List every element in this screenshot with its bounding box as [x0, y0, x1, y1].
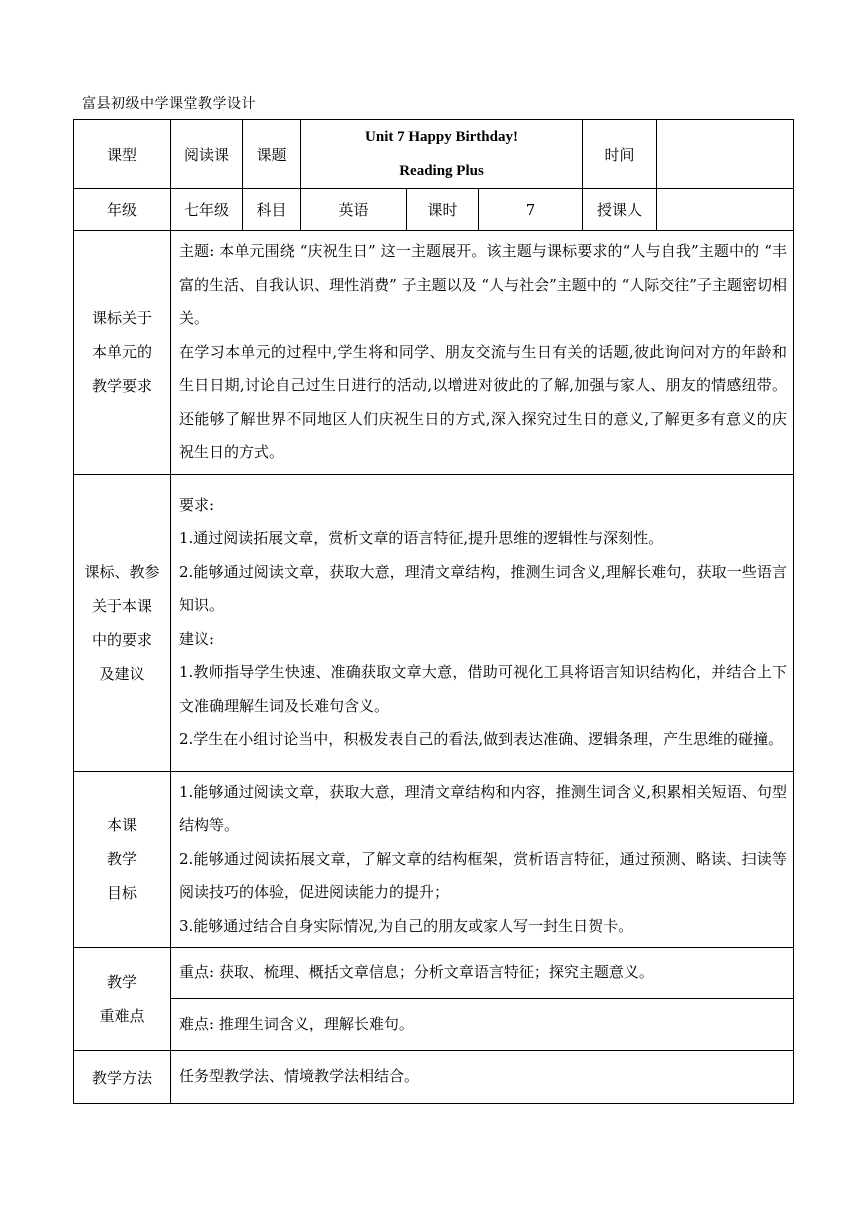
objectives-label-line: 教学: [106, 850, 137, 869]
row-curriculum: [74, 231, 794, 475]
requirements-label-line: 课标、教参: [84, 562, 160, 581]
subject-label: 科目: [243, 189, 301, 231]
subject-value: 英语: [301, 189, 407, 231]
period-label: 课时: [407, 189, 479, 231]
topic-label: 课题: [243, 120, 301, 189]
objectives-paragraph: 2.能够通过阅读拓展文章，了解文章的结构框架，赏析语言特征，通过预测、略读、扫读等阅读技巧的体验，促进阅读能力的提升；: [179, 849, 788, 901]
requirements-paragraph: 2.能够通过阅读文章，获取大意，理清文章结构，推测生词含义,理解长难句，获取一些语言知识。: [179, 562, 788, 614]
curriculum-paragraph: 主题: 本单元围绕 “庆祝生日” 这一主题展开。该主题与课标要求的“人与自我”主题中的 “丰富的生活、自我认识、理性消费” 子主题以及 “人与社会”主题中的 “人际交往”子主题密切相关。: [179, 242, 788, 327]
requirements-label-line: 关于本课: [91, 596, 152, 615]
objectives-label: [74, 771, 171, 948]
curriculum-paragraph: 在学习本单元的过程中,学生将和同学、朋友交流与生日有关的话题,彼此询问对方的年龄和生日日期,讨论自己过生日进行的活动,以增进对彼此的了解,加强与家人、朋友的情感纽带。还能够了解世界不同地区人们庆祝生日的方式,深入探究过生日的意义,了解更多有意义的庆祝生日的方式。: [179, 342, 788, 461]
requirements-paragraph: 建议:: [179, 629, 215, 648]
requirements-paragraph: 1.教师指导学生快速、准确获取文章大意，借助可视化工具将语言知识结构化，并结合上下文准确理解生词及长难句含义。: [179, 663, 788, 715]
key-points-label: [74, 948, 171, 1051]
requirements-label-line: 及建议: [99, 664, 145, 683]
row-lesson-type: [74, 120, 794, 189]
lesson-plan-table: [73, 119, 794, 1104]
requirements-paragraph: 2.学生在小组讨论当中，积极发表自己的看法,做到表达准确、逻辑条理，产生思维的碰撞。: [179, 730, 784, 748]
teacher-value: [657, 189, 794, 231]
requirements-content: [171, 474, 794, 771]
objectives-paragraph: 3.能够通过结合自身实际情况,为自己的朋友或家人写一封生日贺卡。: [179, 916, 634, 935]
topic-value: [301, 120, 583, 189]
focus-text: 重点: 获取、梳理、概括文章信息；分析文章语言特征；探究主题意义。: [179, 963, 654, 982]
requirements-label: [74, 474, 171, 771]
method-label: 教学方法: [74, 1051, 171, 1104]
row-key-points-difficulty: [74, 999, 794, 1051]
time-label: 时间: [583, 120, 657, 189]
period-value: 7: [479, 189, 583, 231]
lesson-type-value: 阅读课: [171, 120, 243, 189]
method-text: 任务型教学法、情境教学法相结合。: [179, 1067, 420, 1086]
objectives-content: [171, 771, 794, 948]
curriculum-label-line: 本单元的: [91, 343, 152, 362]
curriculum-content: [171, 231, 794, 475]
key-points-difficulty: [171, 999, 794, 1051]
key-points-label-line: 重难点: [99, 1007, 145, 1025]
key-points-focus: [171, 948, 794, 999]
row-requirements: [74, 474, 794, 771]
teacher-label: 授课人: [583, 189, 657, 231]
grade-value: 七年级: [171, 189, 243, 231]
document-header: 富县初级中学课堂教学设计: [82, 96, 256, 112]
objectives-paragraph: 1.能够通过阅读文章，获取大意，理清文章结构和内容，推测生词含义,积累相关短语、句型结构等。: [179, 782, 788, 834]
objectives-label-line: 目标: [106, 884, 137, 903]
curriculum-label-line: 教学要求: [91, 377, 152, 396]
row-grade: [74, 189, 794, 231]
row-key-points-focus: [74, 948, 794, 999]
requirements-paragraph: 要求:: [179, 495, 215, 514]
grade-label: 年级: [74, 189, 171, 231]
key-points-label-line: 教学: [106, 973, 137, 991]
curriculum-label: [74, 231, 171, 475]
row-method: [74, 1051, 794, 1104]
lesson-type-label: 课型: [74, 120, 171, 189]
difficulty-text: 难点: 推理生词含义，理解长难句。: [179, 1014, 414, 1033]
topic-line-2: Reading Plus: [399, 163, 484, 179]
curriculum-label-line: 课标关于: [91, 309, 152, 328]
method-content: [171, 1051, 794, 1104]
objectives-label-line: 本课: [106, 816, 137, 835]
row-objectives: [74, 771, 794, 948]
time-value: [657, 120, 794, 189]
requirements-paragraph: 1.通过阅读拓展文章，赏析文章的语言特征,提升思维的逻辑性与深刻性。: [179, 529, 664, 547]
topic-line-1: Unit 7 Happy Birthday!: [365, 129, 518, 145]
requirements-label-line: 中的要求: [91, 630, 152, 649]
